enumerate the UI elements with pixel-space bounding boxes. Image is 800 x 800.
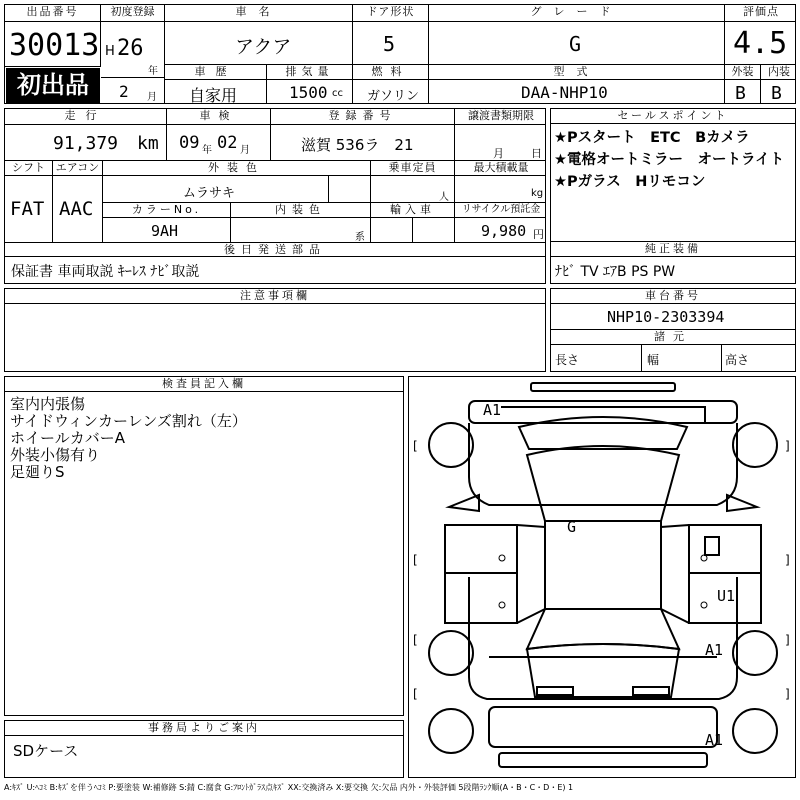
bracket-marker: ] bbox=[785, 687, 790, 701]
bracket-marker: [ bbox=[413, 687, 418, 701]
reg-no-label: 登録番号 bbox=[328, 109, 397, 122]
history-label: 車歴 bbox=[194, 65, 237, 78]
sales-points-section bbox=[550, 108, 796, 242]
reg-no-cell bbox=[271, 125, 455, 161]
lot-number-cell bbox=[5, 22, 101, 67]
model-value: DAA-NHP10 bbox=[521, 83, 608, 102]
damage-mark-right-rear-fender: A1 bbox=[705, 641, 724, 659]
capacity-cell bbox=[371, 176, 455, 203]
history-label-cell bbox=[165, 65, 267, 80]
era-label: H bbox=[105, 44, 115, 59]
shift-cell bbox=[5, 176, 53, 243]
model-cell bbox=[429, 80, 725, 104]
interior-color-label: 内装色 bbox=[275, 203, 326, 216]
exterior-color-cell bbox=[103, 176, 329, 203]
exterior-grade-cell bbox=[725, 80, 761, 104]
recycle-label-cell bbox=[455, 203, 546, 218]
bracket-marker: ] bbox=[785, 439, 790, 453]
mileage-value: 91,379 bbox=[53, 133, 119, 154]
car-name-label-cell bbox=[165, 5, 353, 22]
first-reg-label-cell bbox=[101, 5, 165, 22]
chassis-label: 車台番号 bbox=[551, 289, 795, 304]
car-name-cell bbox=[165, 22, 353, 65]
inspector-note: 室内内張傷 bbox=[10, 395, 86, 413]
lot-number-label: 出品番号 bbox=[26, 5, 79, 18]
damage-mark-roof: G bbox=[567, 518, 577, 536]
inspector-note: サイドウィンカーレンズ割れ（左） bbox=[10, 412, 247, 430]
sales-point-item: ★Pスタート ETC Bカメラ bbox=[554, 130, 750, 146]
inspection-year-unit: 年 bbox=[202, 145, 212, 156]
chassis-section bbox=[550, 288, 796, 372]
year-unit: 年 bbox=[148, 66, 158, 77]
ac-label-cell bbox=[53, 161, 103, 176]
transfer-cell bbox=[455, 125, 546, 161]
score-label-cell bbox=[725, 5, 796, 22]
bracket-marker: [ bbox=[413, 439, 418, 453]
import-cell-a bbox=[371, 218, 413, 243]
inspection-label-cell bbox=[167, 109, 271, 125]
damage-mark-right-rear-door: U1 bbox=[717, 587, 736, 605]
inspector-section bbox=[4, 376, 404, 716]
capacity-unit: 人 bbox=[439, 192, 449, 203]
exterior-grade-label-cell bbox=[725, 65, 761, 80]
bracket-marker: [ bbox=[413, 553, 418, 567]
legend-text: A:ｷｽﾞ U:ﾍｺﾐ B:ｷｽﾞを伴うﾍｺﾐ P:要塗装 W:補修跡 S:錆 C:腐食 G:ﾌﾛﾝﾄｶﾞﾗｽ点ｷｽﾞ XX:交換済み X:要交換 欠:欠品 内外・外装評価 5段階ﾗﾝｸ順(A・B・C・D・E) 1 bbox=[4, 783, 574, 792]
dimensions-label: 諸元 bbox=[551, 330, 795, 345]
caution-label: 注意事項欄 bbox=[5, 289, 545, 304]
recycle-unit: 円 bbox=[533, 228, 544, 241]
inspection-month-unit: 月 bbox=[240, 145, 250, 156]
transfer-month-unit: 月 bbox=[493, 147, 504, 160]
sales-points-list bbox=[554, 127, 784, 193]
office-section bbox=[4, 720, 404, 778]
interior-color-label-cell bbox=[231, 203, 371, 218]
grade-value: G bbox=[569, 32, 582, 56]
bracket-marker: ] bbox=[785, 553, 790, 567]
fuel-cell bbox=[353, 80, 429, 104]
import-label-cell bbox=[371, 203, 455, 218]
max-load-label-cell bbox=[455, 161, 546, 176]
transfer-label-cell bbox=[455, 109, 546, 125]
grade-label: グレード bbox=[530, 5, 623, 18]
interior-color-cell bbox=[231, 218, 371, 243]
interior-grade-cell bbox=[761, 80, 796, 104]
interior-grade: B bbox=[771, 83, 782, 104]
score-value: 4.5 bbox=[733, 26, 788, 61]
inspection-year: 09 bbox=[179, 133, 200, 153]
max-load-label: 最大積載量 bbox=[473, 161, 529, 174]
door-cell bbox=[353, 22, 429, 65]
color-no-label-cell bbox=[103, 203, 231, 218]
office-note: SDケース bbox=[13, 742, 79, 760]
genuine-equipment-label: 純正装備 bbox=[551, 242, 795, 257]
exterior-color-value: ムラサキ bbox=[183, 186, 236, 201]
interior-grade-label: 内装 bbox=[768, 65, 790, 78]
model-label: 型式 bbox=[553, 65, 600, 78]
caution-section bbox=[4, 288, 546, 372]
reg-month: 2 bbox=[119, 82, 129, 101]
ac-value: AAC bbox=[59, 198, 94, 220]
displacement-unit: cc bbox=[332, 88, 343, 99]
chassis-number: NHP10-2303394 bbox=[607, 308, 725, 326]
reg-no-value: 滋賀 536ラ 21 bbox=[301, 136, 414, 154]
import-label: 輸入車 bbox=[390, 203, 435, 216]
exterior-color-label: 外装色 bbox=[208, 161, 265, 174]
grade-cell bbox=[429, 22, 725, 65]
interior-grade-label-cell bbox=[761, 65, 796, 80]
sales-points-label: セールスポイント bbox=[551, 109, 795, 124]
later-parts-label: 後日発送部品 bbox=[224, 243, 326, 256]
history-value: 自家用 bbox=[189, 86, 238, 104]
score-cell bbox=[725, 22, 796, 65]
fuel-label-cell bbox=[353, 65, 429, 80]
shift-label-cell bbox=[5, 161, 53, 176]
vehicle-detail-section bbox=[4, 108, 546, 258]
first-reg-month-cell bbox=[101, 78, 165, 104]
exterior-color-extra-cell bbox=[329, 176, 371, 203]
max-load-cell bbox=[455, 176, 546, 203]
max-load-unit: kg bbox=[531, 188, 544, 199]
inspector-label: 検査員記入欄 bbox=[5, 377, 403, 392]
ac-cell bbox=[53, 176, 103, 243]
recycle-value: 9,980 bbox=[481, 222, 527, 240]
later-parts-value: 保証書 車両取説 ｷｰﾚｽ ﾅﾋﾞ取説 bbox=[11, 264, 200, 280]
sales-point-item: ★Pガラス Hリモコン bbox=[554, 174, 706, 190]
transfer-day-unit: 日 bbox=[531, 147, 542, 160]
car-outline-diagram bbox=[409, 377, 796, 778]
displacement-label: 排気量 bbox=[285, 65, 334, 78]
ac-label: エアコン bbox=[55, 161, 100, 174]
shift-label: シフト bbox=[12, 161, 45, 174]
office-label: 事務局よりご案内 bbox=[5, 721, 403, 736]
inspector-note: ホイールカバーA bbox=[10, 429, 125, 447]
lot-number: 30013 bbox=[9, 28, 100, 63]
transfer-label: 譲渡書類期限 bbox=[468, 109, 534, 122]
displacement-value: 1500 bbox=[289, 83, 328, 102]
inspector-note: 外装小傷有り bbox=[10, 446, 101, 464]
door-value: 5 bbox=[383, 32, 396, 56]
reg-year: 26 bbox=[117, 36, 144, 61]
inspection-label: 車検 bbox=[199, 109, 238, 122]
width-label: 幅 bbox=[647, 353, 660, 367]
grade-label-cell bbox=[429, 5, 725, 22]
displacement-label-cell bbox=[267, 65, 353, 80]
exterior-grade: B bbox=[735, 83, 746, 104]
import-cell-b bbox=[413, 218, 455, 243]
bracket-marker: [ bbox=[413, 633, 418, 647]
mileage-label: 走行 bbox=[64, 109, 107, 122]
score-label: 評価点 bbox=[743, 5, 779, 18]
exterior-color-label-cell bbox=[103, 161, 371, 176]
car-name-label: 車名 bbox=[235, 5, 282, 18]
bracket-marker: ] bbox=[785, 633, 790, 647]
capacity-label: 乗車定員 bbox=[388, 161, 437, 174]
inspector-note: 足廻りS bbox=[10, 463, 65, 481]
fuel-label: 燃料 bbox=[371, 65, 410, 78]
inspector-notes bbox=[10, 396, 247, 481]
damage-diagram bbox=[408, 376, 796, 778]
height-label: 高さ bbox=[725, 353, 750, 367]
door-label-cell bbox=[353, 5, 429, 22]
later-parts-section bbox=[4, 256, 546, 284]
color-no-value: 9AH bbox=[151, 222, 179, 240]
capacity-label-cell bbox=[371, 161, 455, 176]
interior-color-unit: 系 bbox=[355, 232, 365, 243]
month-unit: 月 bbox=[147, 92, 157, 103]
inspection-cell bbox=[167, 125, 271, 161]
car-name: アクア bbox=[235, 36, 292, 58]
door-label: ドア形状 bbox=[366, 5, 415, 18]
history-cell bbox=[165, 80, 267, 104]
model-label-cell bbox=[429, 65, 725, 80]
mileage-label-cell bbox=[5, 109, 167, 125]
damage-mark-hood: A1 bbox=[483, 401, 502, 419]
genuine-equipment-value: ﾅﾋﾞ TV ｴｱB PS PW bbox=[555, 264, 676, 280]
reg-no-label-cell bbox=[271, 109, 455, 125]
mileage-cell bbox=[5, 125, 167, 161]
displacement-cell bbox=[267, 80, 353, 104]
first-reg-label: 初度登録 bbox=[110, 5, 155, 18]
first-reg-year-cell bbox=[101, 22, 165, 78]
damage-mark-rear-bumper: A1 bbox=[705, 731, 724, 749]
mileage-unit: km bbox=[137, 133, 159, 154]
shift-value: FAT bbox=[10, 198, 45, 220]
length-label: 長さ bbox=[555, 353, 580, 367]
recycle-cell bbox=[455, 218, 546, 243]
inspection-month: 02 bbox=[217, 133, 238, 153]
color-no-cell bbox=[103, 218, 231, 243]
fuel-value: ガソリン bbox=[367, 89, 420, 104]
genuine-equipment-section bbox=[550, 241, 796, 284]
first-listing-badge: 初出品 bbox=[6, 68, 100, 103]
exterior-grade-label: 外装 bbox=[731, 65, 754, 78]
sales-point-item: ★電格オートミラー オートライト bbox=[554, 152, 785, 168]
lot-number-label-cell bbox=[5, 5, 101, 22]
recycle-label: リサイクル預託金 bbox=[461, 204, 541, 215]
header-section bbox=[4, 4, 796, 104]
color-no-label: カラーNo. bbox=[131, 203, 202, 216]
